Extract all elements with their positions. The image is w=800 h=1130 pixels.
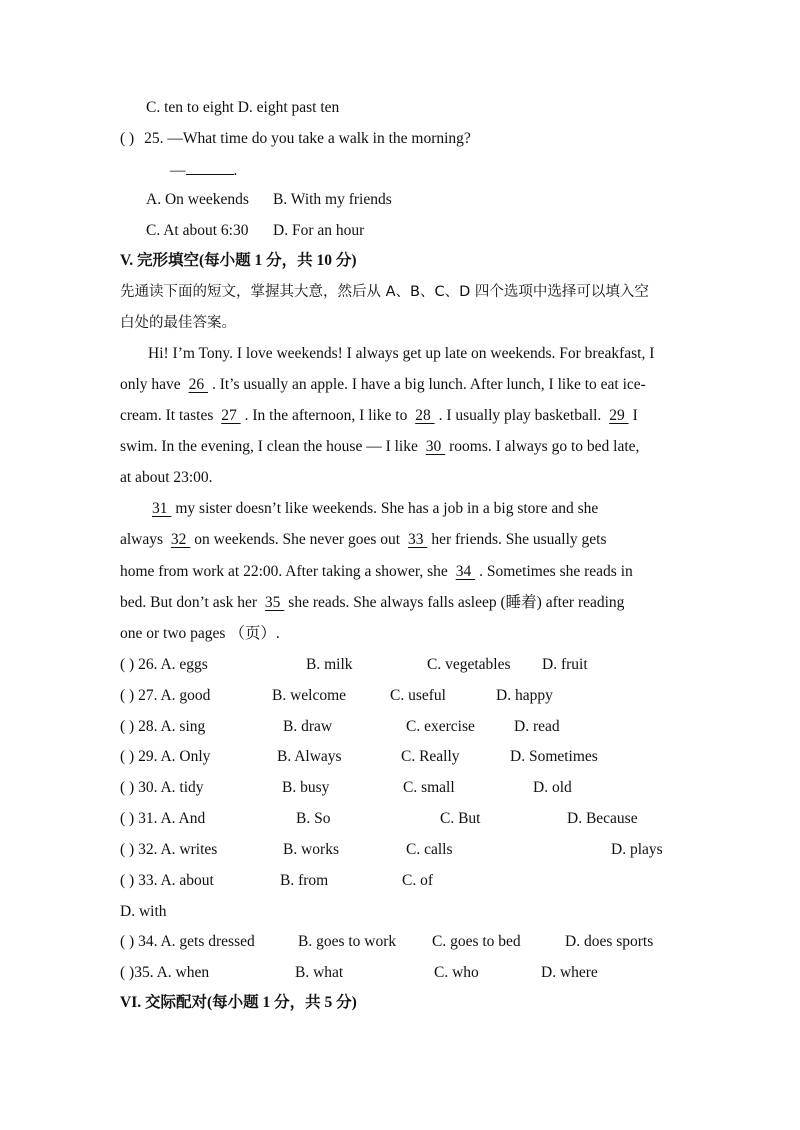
section-v-title: V. 完形填空(每小题 1 分，共 10 分) (120, 252, 357, 269)
q29-option-c: C. Really (401, 748, 460, 765)
section-v-instructions-line2: 白处的最佳答案。 (120, 315, 236, 331)
passage-text: always (120, 531, 167, 548)
q26-stem: ( ) 26. A. eggs (120, 656, 208, 673)
q31-option-c: C. But (440, 810, 481, 827)
section-vi-title: VI. 交际配对(每小题 1 分，共 5 分) (120, 994, 357, 1011)
q30-option-c: C. small (403, 779, 455, 796)
q26-option-b: B. milk (306, 656, 353, 673)
passage-text: . I usually play basketball. (438, 407, 606, 424)
q26-option-c: C. vegetables (427, 656, 511, 673)
passage-text: my sister doesn’t like weekends. She has a job in a big store and she (175, 500, 599, 517)
blank-28: 28 (415, 407, 435, 424)
q25-option-b: B. With my friends (273, 191, 392, 208)
passage-p1-line2 (120, 375, 646, 395)
q27-stem: ( ) 27. A. good (120, 687, 211, 704)
q34-option-b: B. goes to work (298, 933, 397, 950)
passage-p1-line1: Hi! I’m Tony. I love weekends! I always get up late on weekends. For breakfast, I (148, 345, 655, 362)
q34-option-c: C. goes to bed (432, 933, 521, 950)
passage-p2-line5: one or two pages （页）. (120, 625, 280, 642)
passage-text: . Sometimes she reads in (479, 563, 633, 580)
q26-option-d: D. fruit (542, 656, 588, 673)
q30-option-b: B. busy (282, 779, 330, 796)
passage-text: home from work at 22:00. After taking a shower, she (120, 563, 452, 580)
dash: — (170, 162, 186, 179)
passage-p1-line5: at about 23:00. (120, 469, 213, 486)
passage-text: rooms. I always go to bed late, (449, 438, 640, 455)
q35-option-c: C. who (434, 964, 479, 981)
q27-option-d: D. happy (496, 687, 553, 704)
q32-option-b: B. works (283, 841, 339, 858)
q25-option-d: D. For an hour (273, 222, 365, 239)
blank-33: 33 (407, 531, 428, 548)
q35-option-b: B. what (295, 964, 344, 981)
passage-text: bed. But don’t ask her (120, 594, 261, 611)
blank-26: 26 (188, 376, 208, 393)
passage-p1-line3 (120, 406, 638, 426)
q25-option-a: A. On weekends (146, 191, 249, 208)
q25-option-c: C. At about 6:30 (146, 222, 249, 239)
q28-option-d: D. read (514, 718, 560, 735)
q31-option-d: D. Because (567, 810, 638, 827)
blank-32: 32 (170, 531, 191, 548)
passage-text: her friends. She usually gets (431, 531, 607, 548)
answer-paren: ( ) (120, 130, 135, 147)
q32-option-c: C. calls (406, 841, 453, 858)
passage-text: only have (120, 376, 185, 393)
q25-answer-line (170, 160, 237, 181)
passage-text: I (632, 407, 638, 424)
period: . (233, 162, 238, 179)
q28-stem: ( ) 28. A. sing (120, 718, 206, 735)
q34-stem: ( ) 34. A. gets dressed (120, 933, 255, 950)
q27-option-c: C. useful (390, 687, 446, 704)
q31-option-b: B. So (296, 810, 331, 827)
q30-option-d: D. old (533, 779, 572, 796)
blank-29: 29 (609, 407, 629, 424)
blank-35: 35 (264, 594, 285, 611)
passage-p1-line4 (120, 437, 639, 457)
passage-text: . In the afternoon, I like to (244, 407, 412, 424)
passage-text: swim. In the evening, I clean the house — I like (120, 438, 422, 455)
q29-option-b: B. Always (277, 748, 342, 765)
q31-stem: ( ) 31. A. And (120, 810, 206, 827)
q28-option-b: B. draw (283, 718, 333, 735)
q33-option-b: B. from (280, 872, 329, 889)
answer-blank (186, 160, 234, 175)
q27-option-b: B. welcome (272, 687, 347, 704)
q32-option-d: D. plays (611, 841, 663, 858)
q29-stem: ( ) 29. A. Only (120, 748, 211, 765)
q28-option-c: C. exercise (406, 718, 475, 735)
q32-stem: ( ) 32. A. writes (120, 841, 218, 858)
q24-options-cd: C. ten to eight D. eight past ten (146, 99, 340, 116)
passage-p2-line3 (120, 562, 633, 582)
blank-34: 34 (455, 563, 476, 580)
question-25-stem (120, 129, 471, 149)
blank-31: 31 (152, 500, 172, 517)
passage-text: cream. It tastes (120, 407, 218, 424)
passage-text: she reads. She always falls asleep (睡着) after reading (288, 594, 625, 611)
q35-stem: ( )35. A. when (120, 964, 210, 981)
passage-p2-line1 (148, 499, 598, 519)
q35-option-d: D. where (541, 964, 598, 981)
passage-text: on weekends. She never goes out (194, 531, 404, 548)
q33-option-c: C. of (402, 872, 433, 889)
blank-30: 30 (425, 438, 446, 455)
blank-27: 27 (221, 407, 241, 424)
passage-text: . It’s usually an apple. I have a big lunch. After lunch, I like to eat ice- (211, 376, 646, 393)
q25-stem-text: 25. —What time do you take a walk in the morning? (144, 130, 471, 147)
passage-p2-line4 (120, 593, 624, 613)
q33-option-d: D. with (120, 903, 167, 920)
q34-option-d: D. does sports (565, 933, 654, 950)
q29-option-d: D. Sometimes (510, 748, 598, 765)
passage-p2-line2 (120, 530, 607, 550)
q33-stem: ( ) 33. A. about (120, 872, 214, 889)
q30-stem: ( ) 30. A. tidy (120, 779, 204, 796)
section-v-instructions-line1: 先通读下面的短文，掌握其大意，然后从 A、B、C、D 四个选项中选择可以填入空 (120, 284, 649, 300)
